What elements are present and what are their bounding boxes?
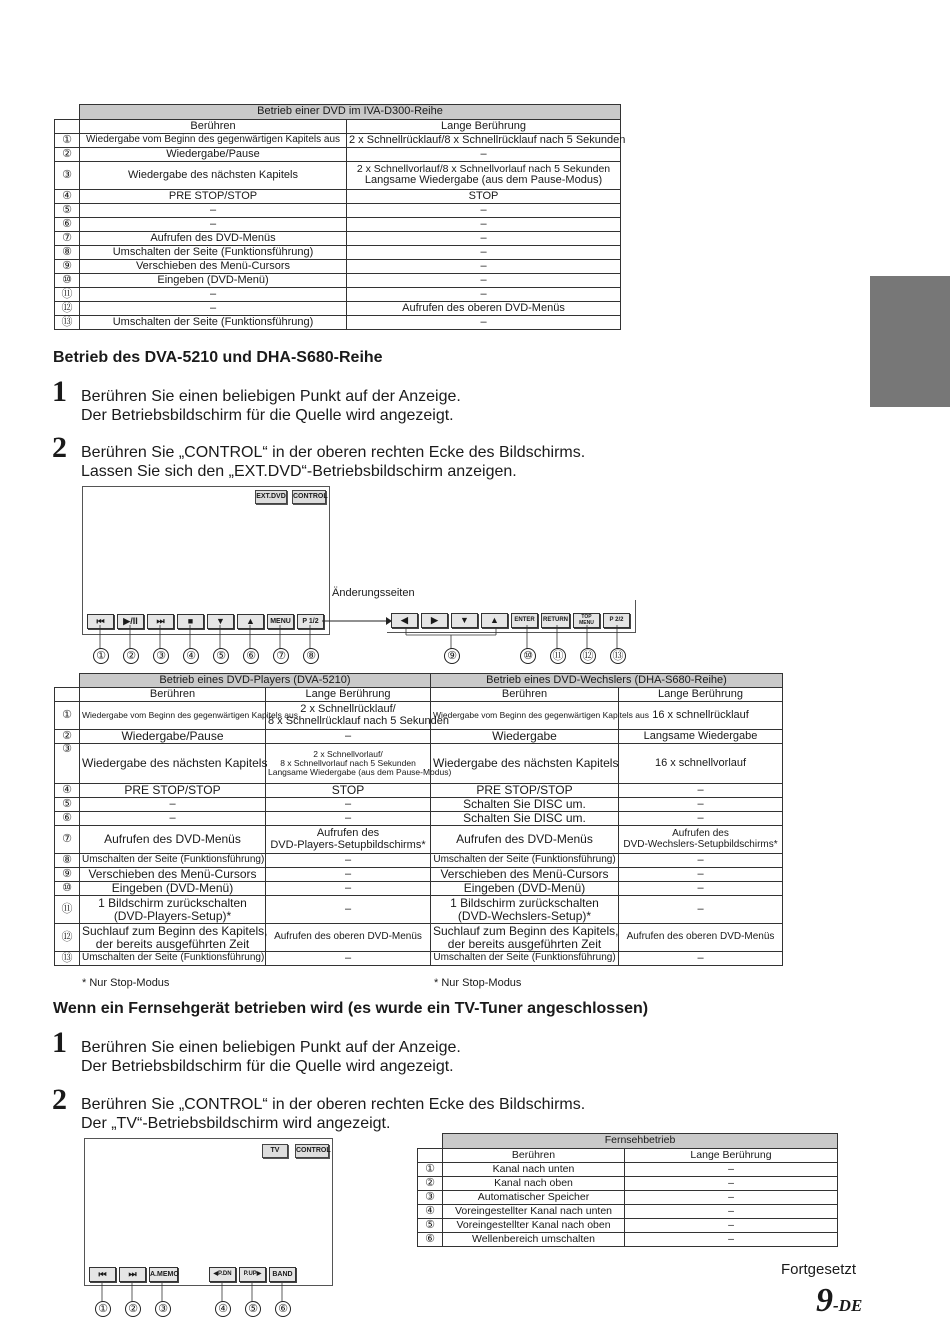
cell <box>431 896 619 924</box>
callout-number: ⑬ <box>610 648 626 664</box>
disc-down-button[interactable]: ▼ <box>207 614 234 629</box>
cell-touch: Wiedergabe des nächsten Kapitels <box>80 162 347 190</box>
cell: – <box>619 854 783 868</box>
play-pause-button[interactable]: ▶/II <box>117 614 144 629</box>
callout-row <box>0 648 700 664</box>
control-button[interactable]: CONTROL <box>295 1144 329 1158</box>
cell-long: – <box>625 1191 838 1205</box>
cell: PRE STOP/STOP <box>80 784 266 798</box>
next-chapter-button[interactable]: ⏭ <box>147 614 174 629</box>
table-title: Betrieb eines DVD-Wechslers (DHA-S680-Reihe) <box>431 674 783 688</box>
row-number: ② <box>55 730 80 744</box>
cell: Wiedergabe vom Beginn des gegenwärtigen Kapitels aus <box>431 702 619 730</box>
cell-line: Aufrufen des <box>316 826 380 839</box>
cell-long: – <box>625 1177 838 1191</box>
cell-long: – <box>625 1205 838 1219</box>
cell: Eingeben (DVD-Menü) <box>80 882 266 896</box>
row-number: ① <box>55 134 80 148</box>
step-number: 2 <box>52 1083 67 1116</box>
row-number: ⑫ <box>55 302 80 316</box>
cell-line: der bereits ausgeführten Zeit <box>447 936 602 951</box>
callout-number: ⑩ <box>520 648 536 664</box>
step-line: Der Betriebsbildschirm für die Quelle wird angezeigt. <box>81 407 454 424</box>
callout-number: ⑤ <box>245 1301 261 1317</box>
cell <box>80 896 266 924</box>
cell-long: STOP <box>347 190 621 204</box>
tv-button[interactable]: TV <box>262 1144 288 1158</box>
page-2-button[interactable]: P 2/2 <box>603 613 630 628</box>
cell: – <box>266 868 431 882</box>
cursor-up-button[interactable]: ▲ <box>481 613 508 628</box>
row-number: ⑤ <box>55 204 80 218</box>
cell: Wiedergabe <box>431 730 619 744</box>
cell: 16 x schnellrücklauf <box>619 702 783 730</box>
row-number: ② <box>55 148 80 162</box>
callout-number: ③ <box>155 1301 171 1317</box>
row-number: ③ <box>55 744 80 784</box>
col-header-long: Lange Berührung <box>347 120 621 134</box>
callout-number: ⑫ <box>580 648 596 664</box>
cell: 16 x schnellvorlauf <box>619 744 783 784</box>
cell: – <box>619 784 783 798</box>
cell-long: 2 x Schnellrücklauf/8 x Schnellrücklauf nach 5 Sekunden <box>347 134 621 148</box>
cell: – <box>619 896 783 924</box>
cell-touch: Kanal nach oben <box>443 1177 625 1191</box>
table-title: Betrieb eines DVD-Players (DVA-5210) <box>80 674 431 688</box>
table-title: Betrieb einer DVD im IVA-D300-Reihe <box>80 105 621 120</box>
cell-long: – <box>347 148 621 162</box>
cell-long: – <box>347 274 621 288</box>
cell-line: DVD-Wechslers-Setupbildschirms* <box>623 838 778 850</box>
callout-number: ④ <box>215 1301 231 1317</box>
callout-number: ② <box>123 648 139 664</box>
cell: Wiedergabe vom Beginn des gegenwärtigen Kapitels aus <box>80 702 266 730</box>
cell <box>619 826 783 854</box>
cell-touch: Wiedergabe vom Beginn des gegenwärtigen Kapitels aus <box>80 134 347 148</box>
cell: Wiedergabe des nächsten Kapitels <box>431 744 619 784</box>
cell-long: Aufrufen des oberen DVD-Menüs <box>347 302 621 316</box>
corner-cell <box>55 674 80 688</box>
cell <box>266 826 431 854</box>
cell-touch: Voreingestellter Kanal nach unten <box>443 1205 625 1219</box>
corner-cell <box>418 1134 443 1149</box>
row-number: ⑨ <box>55 868 80 882</box>
section-heading: Betrieb des DVA-5210 und DHA-S680-Reihe <box>53 349 383 366</box>
cell-touch: – <box>80 218 347 232</box>
cell-line: Langsame Wiedergabe (aus dem Pause-Modus) <box>268 766 452 777</box>
cell <box>266 702 450 730</box>
step-line: Lassen Sie sich den „EXT.DVD“-Betriebsbildschirm anzeigen. <box>81 463 517 480</box>
cell-touch: – <box>80 204 347 218</box>
dvd-player-changer-table <box>54 673 783 966</box>
row-number: ③ <box>55 162 80 190</box>
cell-long: – <box>347 218 621 232</box>
cell: – <box>619 882 783 896</box>
step-line: Berühren Sie „CONTROL“ in der oberen rechten Ecke des Bildschirms. <box>81 444 586 461</box>
cell: Verschieben des Menü-Cursors <box>431 868 619 882</box>
cell-line: 1 Bildschirm zurückschalten <box>98 895 247 910</box>
step-line: Berühren Sie einen beliebigen Punkt auf der Anzeige. <box>81 388 461 405</box>
cell-line: Langsame Wiedergabe (aus dem Pause-Modus) <box>364 174 603 187</box>
row-number: ③ <box>418 1191 443 1205</box>
cell-long: – <box>625 1219 838 1233</box>
corner-cell <box>418 1149 443 1163</box>
channel-down-button[interactable]: ⏮ <box>89 1267 116 1282</box>
cell: – <box>266 798 431 812</box>
cell-line: (DVD-Wechslers-Setup)* <box>457 908 592 923</box>
cell-line: der bereits ausgeführten Zeit <box>95 936 250 951</box>
page-num-digit: 9 <box>816 1282 833 1319</box>
continued-label: Fortgesetzt <box>781 1261 857 1278</box>
cell: Verschieben des Menü-Cursors <box>80 868 266 882</box>
cell: – <box>80 798 266 812</box>
cell: – <box>266 896 431 924</box>
cell-touch: Kanal nach unten <box>443 1163 625 1177</box>
row-number: ④ <box>55 190 80 204</box>
step-line: Der Betriebsbildschirm für die Quelle wird angezeigt. <box>81 1058 454 1075</box>
menu-button[interactable]: MENU <box>267 614 294 629</box>
callout-number: ② <box>125 1301 141 1317</box>
cell: – <box>619 952 783 966</box>
band-button[interactable]: BAND <box>269 1267 296 1282</box>
row-number: ⑦ <box>55 232 80 246</box>
callout-number: ⑤ <box>213 648 229 664</box>
cell-touch: Automatischer Speicher <box>443 1191 625 1205</box>
cell-long: – <box>347 316 621 330</box>
return-button[interactable]: RETURN <box>541 613 570 628</box>
row-number: ⑬ <box>55 952 80 966</box>
callout-number: ⑦ <box>273 648 289 664</box>
corner-cell <box>55 105 80 120</box>
cell: – <box>266 952 431 966</box>
cell <box>431 924 619 952</box>
cell-long: – <box>347 246 621 260</box>
callout-number: ① <box>93 648 109 664</box>
cell-touch: Wellenbereich umschalten <box>443 1233 625 1247</box>
dvd-iva-table <box>54 104 626 330</box>
row-number: ⑥ <box>418 1233 443 1247</box>
callout-number: ① <box>95 1301 111 1317</box>
page-num-suffix: -DE <box>833 1296 863 1315</box>
cell-touch: Umschalten der Seite (Funktionsführung) <box>80 316 347 330</box>
callout-number: ⑥ <box>275 1301 291 1317</box>
cell: Umschalten der Seite (Funktionsführung) <box>431 952 619 966</box>
cell-line: DVD-Players-Setupbildschirms* <box>270 838 426 851</box>
col-header-long: Lange Berührung <box>266 688 431 702</box>
step-number: 1 <box>52 375 67 408</box>
footnote: * Nur Stop-Modus <box>434 977 522 989</box>
cell-touch: Wiedergabe/Pause <box>80 148 347 162</box>
cell: Wiedergabe des nächsten Kapitels <box>80 744 266 784</box>
cell-line: 8 x Schnellvorlauf nach 5 Sekunden <box>280 758 416 769</box>
cell: Wiedergabe/Pause <box>80 730 266 744</box>
cell-line: 2 x Schnellvorlauf/8 x Schnellvorlauf nach 5 Sekunden <box>356 163 611 176</box>
change-pages-label: Änderungsseiten <box>332 587 415 599</box>
row-number: ⑥ <box>55 218 80 232</box>
cell: – <box>619 798 783 812</box>
row-number: ⑧ <box>55 246 80 260</box>
cell: Eingeben (DVD-Menü) <box>431 882 619 896</box>
cell-long <box>347 162 621 190</box>
cursor-down-button[interactable]: ▼ <box>451 613 478 628</box>
section-tab <box>870 276 950 407</box>
row-number: ⑨ <box>55 260 80 274</box>
row-number: ⑧ <box>55 854 80 868</box>
cell-touch: Voreingestellter Kanal nach oben <box>443 1219 625 1233</box>
step-text <box>81 1038 461 1076</box>
cell-line: 1 Bildschirm zurückschalten <box>450 895 599 910</box>
cell: – <box>619 868 783 882</box>
row-number: ④ <box>418 1205 443 1219</box>
row-number: ⑩ <box>55 882 80 896</box>
step-number: 2 <box>52 431 67 464</box>
cell: Umschalten der Seite (Funktionsführung) <box>80 952 266 966</box>
cell: Langsame Wiedergabe <box>619 730 783 744</box>
cell-long: – <box>625 1233 838 1247</box>
cell <box>266 744 452 784</box>
cell-long: – <box>625 1163 838 1177</box>
cell-touch: – <box>80 288 347 302</box>
cell-line: 2 x Schnellrücklauf/ <box>300 702 396 715</box>
col-header-touch: Berühren <box>443 1149 625 1163</box>
callout-number: ⑪ <box>550 648 566 664</box>
cell-long: – <box>347 232 621 246</box>
callout-number: ⑥ <box>243 648 259 664</box>
channel-up-button[interactable]: ⏭ <box>119 1267 146 1282</box>
row-number: ⑪ <box>55 288 80 302</box>
cell-touch: Umschalten der Seite (Funktionsführung) <box>80 246 347 260</box>
row-number: ⑪ <box>55 896 80 924</box>
cell-long: – <box>347 260 621 274</box>
cell: – <box>266 812 431 826</box>
cell: Aufrufen des DVD-Menüs <box>431 826 619 854</box>
footnote: * Nur Stop-Modus <box>82 977 170 989</box>
cell: Aufrufen des oberen DVD-Menüs <box>266 924 431 952</box>
prev-chapter-button[interactable]: ⏮ <box>87 614 114 629</box>
cell: STOP <box>266 784 431 798</box>
row-number: ② <box>418 1177 443 1191</box>
step-line: Berühren Sie einen beliebigen Punkt auf der Anzeige. <box>81 1039 461 1056</box>
cell-line: Aufrufen des <box>672 828 729 839</box>
cell: – <box>266 730 431 744</box>
cell: – <box>619 812 783 826</box>
page-number <box>816 1282 862 1320</box>
tv-screen <box>84 1138 333 1286</box>
cell: – <box>80 812 266 826</box>
col-header-touch: Berühren <box>80 688 266 702</box>
cell: Umschalten der Seite (Funktionsführung) <box>431 854 619 868</box>
cell-line: (DVD-Players-Setup)* <box>113 908 232 923</box>
step-text <box>81 387 461 425</box>
row-number: ⑦ <box>55 826 80 854</box>
enter-button[interactable]: ENTER <box>511 613 538 628</box>
row-number: ⑩ <box>55 274 80 288</box>
cell-touch: Eingeben (DVD-Menü) <box>80 274 347 288</box>
row-number: ⑤ <box>55 798 80 812</box>
control-button[interactable]: CONTROL <box>292 490 326 504</box>
auto-memory-button[interactable]: A.MEMO <box>149 1267 178 1282</box>
cursor-right-button[interactable]: ▶ <box>421 613 448 628</box>
cell: Aufrufen des DVD-Menüs <box>80 826 266 854</box>
cell-line: 2 x Schnellvorlauf/ <box>313 749 383 760</box>
cell: Schalten Sie DISC um. <box>431 798 619 812</box>
row-number: ⑥ <box>55 812 80 826</box>
table-title: Fernsehbetrieb <box>443 1134 838 1149</box>
step-text <box>81 1095 585 1133</box>
callout-leaders <box>80 1283 320 1303</box>
cell: PRE STOP/STOP <box>431 784 619 798</box>
row-number: ⑫ <box>55 924 80 952</box>
top-menu-button[interactable]: TOP MENU <box>573 613 600 628</box>
col-header-touch: Berühren <box>80 120 347 134</box>
disc-up-button[interactable]: ▲ <box>237 614 264 629</box>
col-header-long: Lange Berührung <box>619 688 783 702</box>
callout-number: ④ <box>183 648 199 664</box>
cell <box>80 924 266 952</box>
cell-long: – <box>347 204 621 218</box>
step-number: 1 <box>52 1026 67 1059</box>
callout-leaders <box>80 625 640 650</box>
preset-down-button[interactable]: ◀P.DN <box>209 1267 236 1282</box>
cell-touch: PRE STOP/STOP <box>80 190 347 204</box>
callout-number: ⑨ <box>444 648 460 664</box>
cell: Umschalten der Seite (Funktionsführung) <box>80 854 266 868</box>
callout-row <box>0 1301 400 1317</box>
ext-dvd-screen <box>82 486 330 635</box>
stop-button[interactable]: ■ <box>177 614 204 629</box>
cell: – <box>266 854 431 868</box>
cell-line: Suchlauf zum Beginn des Kapitels, <box>433 923 619 938</box>
callout-number: ③ <box>153 648 169 664</box>
step-line: Der „TV“-Betriebsbildschirm wird angezeigt. <box>81 1115 391 1132</box>
corner-cell <box>55 688 80 702</box>
cell: Schalten Sie DISC um. <box>431 812 619 826</box>
cell-touch: Verschieben des Menü-Cursors <box>80 260 347 274</box>
step-line: Berühren Sie „CONTROL“ in der oberen rechten Ecke des Bildschirms. <box>81 1096 586 1113</box>
callout-number: ⑧ <box>303 648 319 664</box>
cell-line: 8 x Schnellrücklauf nach 5 Sekunden <box>268 714 450 727</box>
row-number: ⑤ <box>418 1219 443 1233</box>
cursor-left-button[interactable]: ◀ <box>391 613 418 628</box>
cell-line: Suchlauf zum Beginn des Kapitels, <box>82 923 268 938</box>
col-header-long: Lange Berührung <box>625 1149 838 1163</box>
cell-touch: – <box>80 302 347 316</box>
section-heading: Wenn ein Fernsehgerät betrieben wird (es wurde ein TV-Tuner angeschlossen) <box>53 1000 649 1017</box>
ext-dvd-button[interactable]: EXT.DVD <box>255 490 287 504</box>
cell-touch: Aufrufen des DVD-Menüs <box>80 232 347 246</box>
page-1-button[interactable]: P 1/2 <box>297 614 324 629</box>
cell: – <box>266 882 431 896</box>
cell-long: – <box>347 288 621 302</box>
tv-table <box>417 1133 838 1247</box>
cell: Aufrufen des oberen DVD-Menüs <box>619 924 783 952</box>
corner-cell <box>55 120 80 134</box>
row-number: ④ <box>55 784 80 798</box>
col-header-touch: Berühren <box>431 688 619 702</box>
preset-up-button[interactable]: P.UP▶ <box>239 1267 266 1282</box>
row-number: ① <box>418 1163 443 1177</box>
step-text <box>81 443 585 481</box>
row-number: ⑬ <box>55 316 80 330</box>
row-number: ① <box>55 702 80 730</box>
